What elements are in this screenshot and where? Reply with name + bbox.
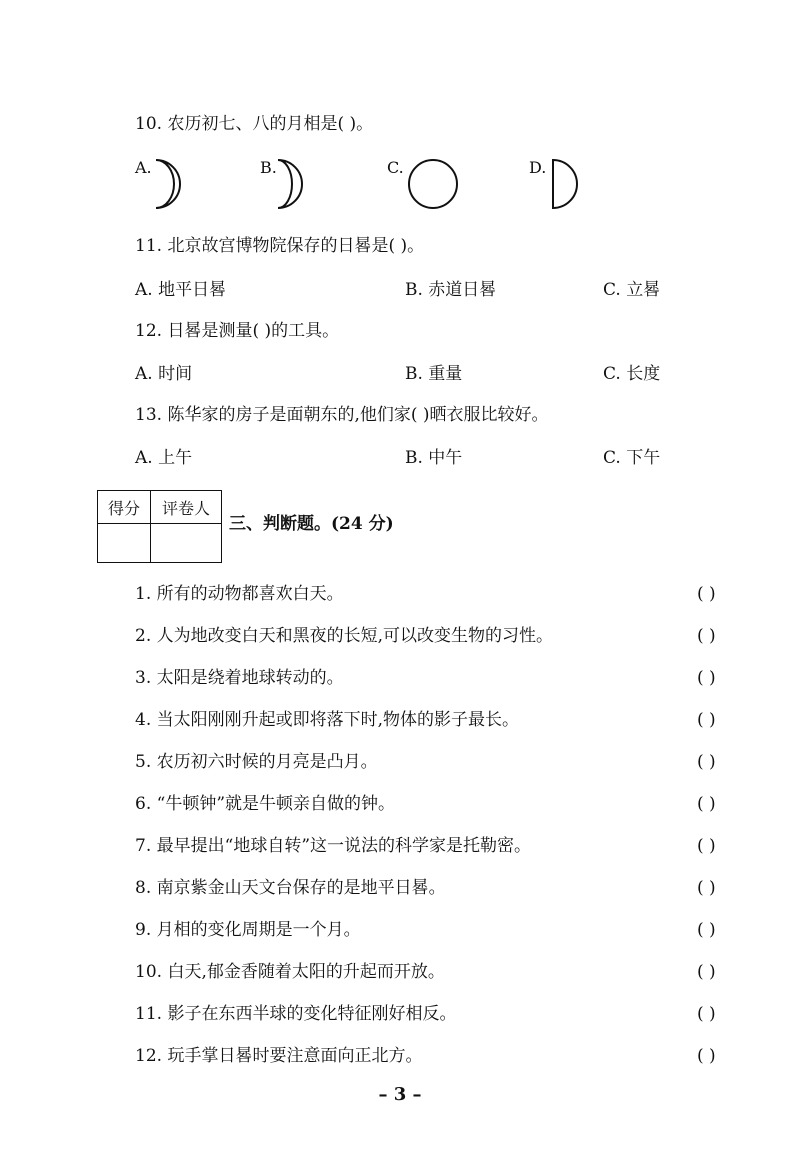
- judge-answer-5[interactable]: ( ): [697, 752, 716, 772]
- judge-item-8: 8. 南京紫金山天文台保存的是地平日晷。: [135, 878, 446, 898]
- judge-item-6: 6. “牛顿钟”就是牛顿亲自做的钟。: [135, 794, 396, 814]
- judge-answer-1[interactable]: ( ): [697, 584, 716, 604]
- q11-option-c: C. 立晷: [603, 280, 661, 300]
- judge-item-12: 12. 玩手掌日晷时要注意面向正北方。: [135, 1046, 423, 1066]
- judge-answer-12[interactable]: ( ): [697, 1046, 716, 1066]
- q10-option-a-label: A.: [135, 158, 152, 177]
- judge-answer-11[interactable]: ( ): [697, 1004, 716, 1024]
- judge-item-4: 4. 当太阳刚刚升起或即将落下时,物体的影子最长。: [135, 710, 520, 730]
- q12-option-c: C. 长度: [603, 364, 661, 384]
- full-moon-icon: [406, 158, 460, 212]
- judge-answer-10[interactable]: ( ): [697, 962, 716, 982]
- grader-cell[interactable]: [151, 524, 222, 563]
- judge-answer-2[interactable]: ( ): [697, 626, 716, 646]
- crescent-moon-icon: [272, 158, 312, 212]
- judge-answer-7[interactable]: ( ): [697, 836, 716, 856]
- waning-crescent-moon-icon: [150, 158, 190, 212]
- judge-item-2: 2. 人为地改变白天和黑夜的长短,可以改变生物的习性。: [135, 626, 554, 646]
- q13-option-a: A. 上午: [135, 448, 193, 468]
- q10-option-c-label: C.: [387, 158, 404, 177]
- judge-item-5: 5. 农历初六时候的月亮是凸月。: [135, 752, 378, 772]
- score-box: [97, 490, 222, 563]
- q12-option-b: B. 重量: [405, 364, 463, 384]
- q11-stem: 11. 北京故宫博物院保存的日晷是( )。: [135, 236, 425, 256]
- q13-option-c: C. 下午: [603, 448, 661, 468]
- section-title: 三、判断题。(24 分): [229, 514, 394, 534]
- q12-stem: 12. 日晷是测量( )的工具。: [135, 321, 340, 341]
- grader-label: 评卷人: [151, 491, 222, 524]
- judge-answer-9[interactable]: ( ): [697, 920, 716, 940]
- q11-option-b: B. 赤道日晷: [405, 280, 497, 300]
- judge-item-9: 9. 月相的变化周期是一个月。: [135, 920, 361, 940]
- judge-item-3: 3. 太阳是绕着地球转动的。: [135, 668, 344, 688]
- q12-option-a: A. 时间: [135, 364, 193, 384]
- q10-stem: 10. 农历初七、八的月相是( )。: [135, 114, 374, 134]
- score-cell[interactable]: [98, 524, 151, 563]
- judge-item-10: 10. 白天,郁金香随着太阳的升起而开放。: [135, 962, 445, 982]
- page-number: – 3 –: [378, 1084, 422, 1105]
- judge-item-1: 1. 所有的动物都喜欢白天。: [135, 584, 344, 604]
- score-label: 得分: [98, 491, 151, 524]
- q13-option-b: B. 中午: [405, 448, 463, 468]
- judge-item-7: 7. 最早提出“地球自转”这一说法的科学家是托勒密。: [135, 836, 532, 856]
- judge-answer-3[interactable]: ( ): [697, 668, 716, 688]
- judge-answer-8[interactable]: ( ): [697, 878, 716, 898]
- q10-option-b-label: B.: [260, 158, 277, 177]
- q10-option-d-label: D.: [529, 158, 547, 177]
- judge-answer-6[interactable]: ( ): [697, 794, 716, 814]
- judge-item-11: 11. 影子在东西半球的变化特征刚好相反。: [135, 1004, 457, 1024]
- q11-option-a: A. 地平日晷: [135, 280, 227, 300]
- judge-answer-4[interactable]: ( ): [697, 710, 716, 730]
- q13-stem: 13. 陈华家的房子是面朝东的,他们家( )晒衣服比较好。: [135, 405, 549, 425]
- half-moon-icon: [549, 158, 589, 212]
